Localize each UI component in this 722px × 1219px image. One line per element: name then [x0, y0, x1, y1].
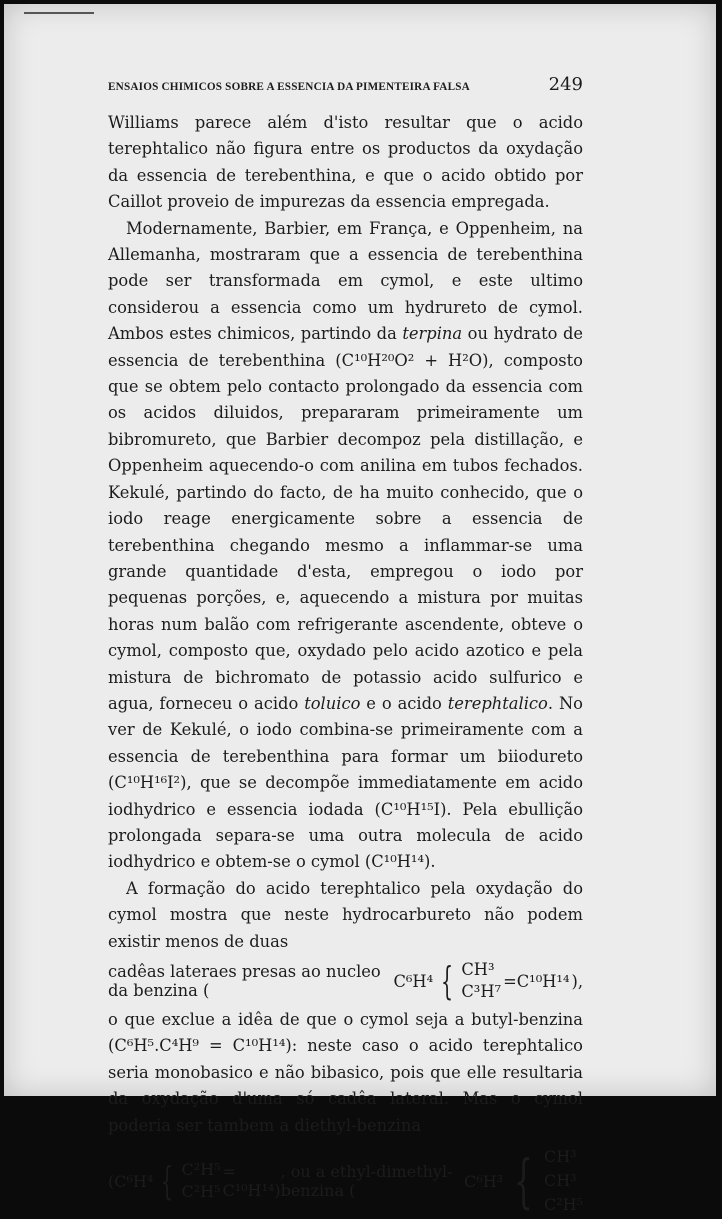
formula-iodo-essence: C¹⁰H¹⁵I — [380, 799, 441, 819]
text-span: e o acido — [360, 693, 448, 713]
formula-methyl: CH³ — [461, 960, 495, 979]
formula-block-isomers — [108, 1143, 583, 1219]
formula-eq-diethyl: = C¹⁰H¹⁴) — [222, 1162, 281, 1201]
formula-eq-butyl: = C¹⁰H¹⁴) — [208, 1036, 292, 1056]
text-span: o que exclue a idêa de que o cymol seja a butyl-benzina ( — [108, 1010, 583, 1056]
page-sheet — [4, 4, 716, 1216]
text-span: , ou a ethyl-dimethyl-benzina ( — [280, 1162, 453, 1201]
paragraph-1: Williams parece além d'isto resultar que o acido terephtalico não figura entre os productos da oxydação da essencia de terebenthina, e que o acido obtido por Caillot proveio de impurezas da essencia empregada. — [108, 113, 583, 212]
formula-cymol: C¹⁰H¹⁴ — [371, 852, 424, 872]
formula-line-cymol — [108, 955, 583, 1007]
formula-methyl: CH³ — [543, 1147, 577, 1167]
formula-methyl: CH³ — [543, 1171, 577, 1191]
formula-ring-c6h3: C⁶H³ — [464, 1171, 504, 1191]
text-span: ), — [571, 971, 583, 991]
formula-terpina-hydrate: C¹⁰H²⁰O² + H²O — [341, 350, 483, 370]
page-content — [108, 74, 583, 1219]
text-span: cadêas lateraes presas ao nucleo da benzina ( — [108, 962, 381, 1000]
paragraph-2 — [108, 216, 583, 876]
text-span: ). — [423, 852, 436, 872]
text-span: ), composto que se obtem pelo contacto prolongado da essencia com os acidos diluidos, prepararam primeiramente um bibromureto, que Barbier decompoz pela distillação, e Oppenheim aquecendo-o com anilina em tubos fechados. Kekulé, partindo do facto, de ha muito conhecido, que o iodo reage energicamente sobre a essencia de terebenthina chegando mesmo a inflammar-se uma grande quantidade d'esta, empregou o iodo por pequenas porções, e, aquecendo a mistura por muitas horas num balão com refrigerante ascendente, obteve o cymol, composto que, oxydado pelo acido azotico e pela mistura de bichromato de potassio acido sulfurico e agua, forneceu o acido — [108, 350, 583, 713]
formula-ethyl: C²H⁵ — [181, 1182, 221, 1202]
formula-ethyl: C²H⁵ — [543, 1195, 583, 1215]
paragraph-3: A formação do acido terephtalico pela oxydação do cymol mostra que neste hydrocarbureto não podem existir menos de duas — [108, 878, 583, 951]
text-span: Modernamente, Barbier, em França, e Oppenheim, na Allemanha, mostraram que a essencia de terebenthina pode ser transformada em cymol, e este ultimo considerou a essencia como um hydrureto de cymol. Ambos estes chimicos, partindo da — [108, 218, 583, 344]
formula-stack — [544, 1145, 583, 1217]
scan-artifact-rule — [24, 12, 94, 14]
formula-butylbenzene: C⁶H⁵.C⁴H⁹ — [114, 1036, 199, 1056]
brace-icon: { — [161, 1159, 174, 1204]
text-span: . No ver de Kekulé, o iodo combina-se primeiramente com a essencia de terebenthina para formar um biiodureto ( — [108, 693, 583, 793]
italic-terpina: terpina — [402, 324, 463, 344]
brace-icon: { — [514, 1147, 533, 1216]
formula-stack — [181, 1159, 220, 1203]
formula-stack — [461, 959, 501, 1003]
brace-icon: { — [441, 959, 454, 1003]
formula-eq-cymol: =C¹⁰H¹⁴ — [503, 971, 570, 991]
paragraph-4 — [108, 1007, 583, 1139]
formula-ethyl: C²H⁵ — [181, 1160, 221, 1180]
formula-benzene-ring: C⁶H⁴ — [393, 971, 434, 991]
text-span: : neste caso o acido terephtalico seria monobasico e não bibasico, pois que elle resultaria da oxydação d'uma só cadêa lateral. Mas o cymol poderia ser tambem a diethyl-benzina — [108, 1036, 583, 1135]
italic-terephtalico: terephtalico — [447, 693, 548, 713]
formula-biiodide: C¹⁰H¹⁶I² — [114, 773, 181, 793]
text-span: ou hydrato de essencia de terebenthina ( — [108, 324, 584, 370]
running-head — [108, 74, 583, 108]
formula-propyl: C³H⁷ — [461, 982, 502, 1001]
formula-diethyl-open: (C⁶H⁴ — [108, 1171, 154, 1191]
page-number: 249 — [548, 74, 583, 95]
running-title: ENSAIOS CHIMICOS SOBRE A ESSENCIA DA PIMENTEIRA FALSA — [108, 81, 470, 93]
text-span: ), que se decompõe immediatamente em acido iodhydrico e essencia iodada ( — [108, 773, 583, 819]
italic-toluico: toluico — [304, 693, 361, 713]
text-span: ). Pela ebullição prolongada separa-se uma outra molecula de acido iodhydrico e obtem-se o cymol ( — [108, 799, 583, 872]
